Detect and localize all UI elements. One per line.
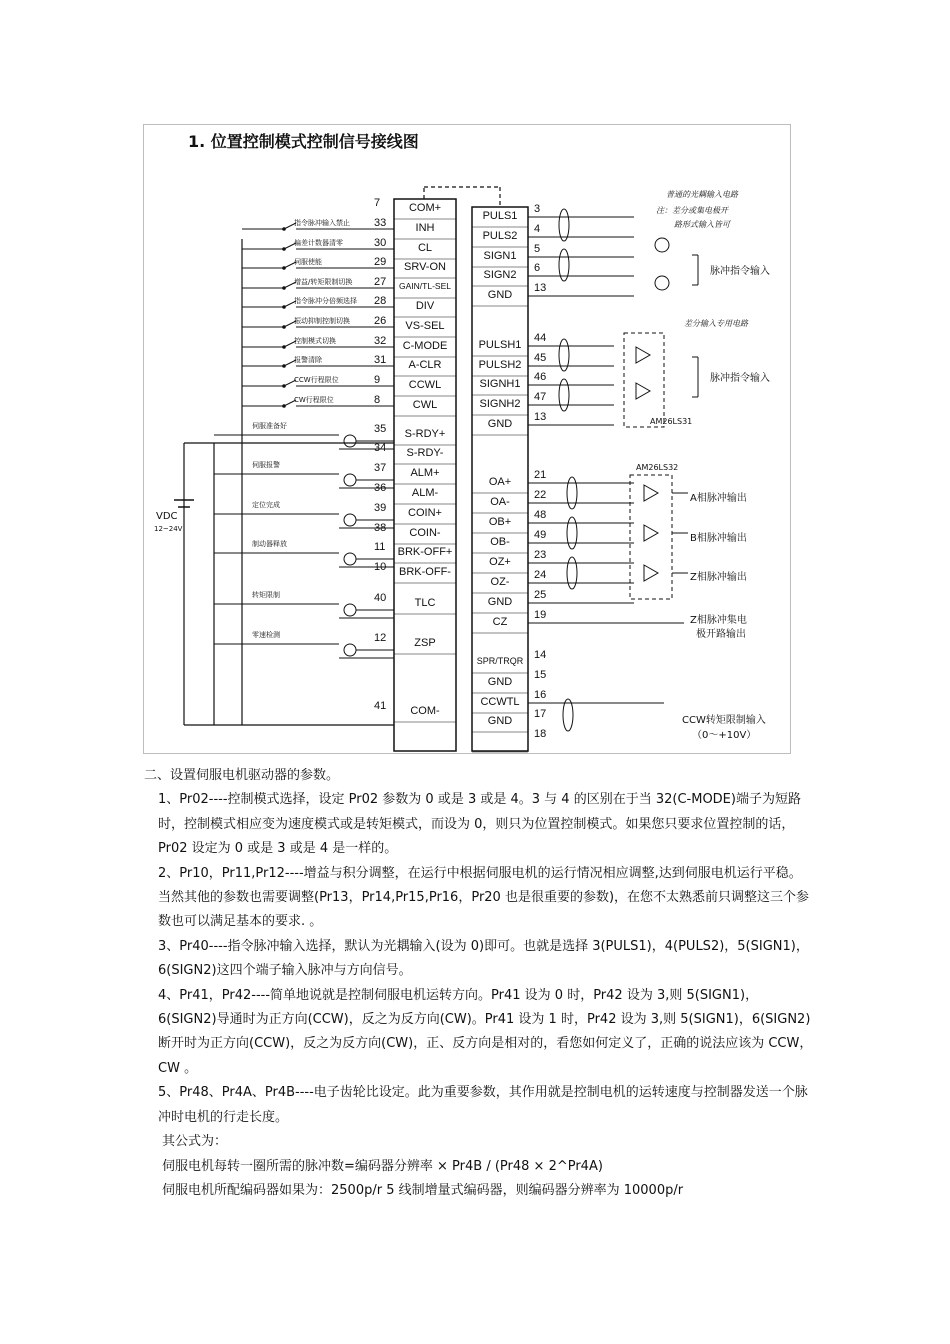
left-pin-number: 30 (374, 237, 387, 249)
note-line3: 路形式输入皆可 (674, 220, 730, 229)
left-pin-label: SRV-ON (404, 261, 446, 273)
left-pin-number: 7 (374, 197, 381, 209)
right-pin-label: SIGN2 (483, 269, 517, 281)
wire-segment (636, 383, 650, 399)
left-pin-label: ALM+ (410, 467, 440, 479)
left-pin-label: S-RDY- (406, 447, 444, 459)
right-pin-label: OZ- (490, 576, 510, 588)
note-optocoupler: 普通的光耦输入电路 (666, 190, 738, 199)
ccw-torque-input: CCW转矩限制输入 (682, 715, 766, 726)
left-pin-number: 39 (374, 502, 387, 514)
right-pin-number: 45 (534, 352, 547, 364)
right-pin-number: 15 (534, 669, 547, 681)
left-pin-label: VS-SEL (405, 320, 445, 332)
formula-label: 其公式为： (162, 1134, 228, 1150)
left-pin-desc: 伺服准备好 (252, 422, 287, 430)
wire-segment (559, 209, 569, 241)
left-pin-label: TLC (414, 597, 436, 609)
left-pin-label: COM+ (408, 202, 442, 214)
wire-segment (567, 557, 577, 589)
right-pin-number: 24 (534, 569, 547, 581)
wire-segment (344, 553, 356, 565)
paragraph-pr48: 5、Pr48、Pr4A、Pr4B----电子齿轮比设定。此为重要参数，其作用就是控制电机的运转速度与控制器发送一个脉冲时电机的行走长度。 (158, 1085, 808, 1125)
left-pin-number: 40 (374, 592, 387, 604)
right-pin-number: 47 (534, 391, 547, 403)
a-phase-output: A相脉冲输出 (690, 493, 747, 504)
left-pin-desc: 制动器释放 (252, 540, 287, 548)
right-pin-label: CCWTL (480, 696, 520, 708)
parameter-text (144, 764, 814, 1203)
right-pin-label: SIGNH1 (479, 378, 521, 390)
right-pin-label: PULS1 (482, 210, 518, 222)
wiring-diagram (143, 124, 791, 754)
wire-segment (282, 364, 286, 368)
wire-segment (567, 517, 577, 549)
wire-segment (282, 384, 286, 388)
wire-segment (567, 477, 577, 509)
left-pin-label: BRK-OFF- (399, 566, 451, 578)
right-pin-label: GND (487, 289, 513, 301)
left-pin-desc: 控制模式切换 (294, 337, 336, 345)
right-pin-number: 4 (534, 223, 541, 235)
left-pin-number: 12 (374, 632, 387, 644)
right-pin-number: 25 (534, 589, 547, 601)
chip-am26ls32: AM26LS32 (636, 463, 679, 472)
right-pin-label: SIGNH2 (479, 398, 521, 410)
wire-segment (559, 379, 569, 411)
left-pin-number: 9 (374, 374, 381, 386)
left-pin-desc: 报警清除 (294, 356, 322, 364)
z-oc-output-1: Z相脉冲集电 (690, 615, 747, 626)
right-pin-label: PULSH2 (478, 359, 522, 371)
left-pin-desc: 增益/转矩限制切换 (294, 278, 353, 286)
left-pin-label: CCWL (408, 379, 442, 391)
right-pin-label: GND (487, 418, 513, 430)
formula: 伺服电机每转一圈所需的脉冲数=编码器分辨率 × Pr4B / (Pr48 × 2^Pr4A) (162, 1158, 603, 1174)
left-pin-desc: 振动抑制控制切换 (294, 317, 350, 325)
wire-segment (644, 525, 658, 541)
diff-circuit-title: 差分输入专用电路 (684, 319, 748, 328)
right-pin-number: 14 (534, 649, 547, 661)
left-pin-desc: 零速检测 (252, 631, 280, 639)
wire-segment (344, 604, 356, 616)
chip-am26ls31: AM26LS31 (650, 417, 693, 426)
wire-segment (655, 238, 669, 252)
wire-segment (282, 286, 286, 290)
paragraph-pr02: 1、Pr02----控制模式选择，设定 Pr02 参数为 0 或是 3 或是 4。3 与 4 的区别在于当 32(C-MODE)端子为短路时，控制模式相应变为速度模式或是转矩模式，而设为 0，则只为位置控制模式。如果您只要求位置控制的话，Pr02 设定为 0 或是 3 或是 4 是一样的。 (158, 792, 801, 857)
right-pin-label: SPR/TRQR (476, 656, 524, 666)
left-pin-label: ALM- (411, 487, 439, 499)
wire-segment (644, 565, 658, 581)
pulse-cmd-input-2: 脉冲指令输入 (710, 373, 770, 384)
left-pin-desc: 转矩限制 (252, 591, 280, 599)
wire-segment (644, 485, 658, 501)
wire-segment (563, 699, 573, 731)
wire-segment (282, 345, 286, 349)
left-pin-desc: 伺服使能 (294, 258, 322, 266)
right-pin-number: 6 (534, 262, 541, 274)
diagram-title: 1. 位置控制模式控制信号接线图 (188, 132, 419, 151)
b-phase-output: B相脉冲输出 (690, 533, 747, 544)
left-pin-label: INH (415, 222, 435, 234)
left-pin-label: C-MODE (402, 340, 448, 352)
left-pin-label: CWL (412, 399, 438, 411)
left-pin-label: S-RDY+ (404, 428, 446, 440)
right-pin-label: GND (487, 715, 513, 727)
left-pin-desc: 偏差计数器清零 (294, 239, 343, 247)
pulse-cmd-input-1: 脉冲指令输入 (710, 266, 770, 277)
z-oc-output-2: 极开路输出 (696, 629, 746, 640)
left-pin-number: 37 (374, 462, 387, 474)
right-pin-number: 44 (534, 332, 547, 344)
left-pin-number: 41 (374, 700, 387, 712)
right-pin-label: OB+ (488, 516, 512, 528)
left-pin-desc: CW行程限位 (294, 396, 334, 404)
left-pin-label: COIN+ (408, 507, 442, 519)
vdc-label: VDC (156, 511, 178, 522)
right-pin-label: GND (487, 596, 513, 608)
left-pin-label: COIN- (409, 527, 441, 539)
left-pin-number: 8 (374, 394, 381, 406)
right-pin-number: 49 (534, 529, 547, 541)
left-pin-number: 36 (374, 482, 387, 494)
right-pin-number: 46 (534, 371, 547, 383)
right-pin-number: 13 (534, 282, 547, 294)
left-pin-desc: 定位完成 (252, 501, 280, 509)
left-pin-desc: 指令脉冲输入禁止 (294, 219, 350, 227)
paragraph-pr10: 2、Pr10，Pr11,Pr12----增益与积分调整，在运行中根据伺服电机的运行情况相应调整,达到伺服电机运行平稳。当然其他的参数也需要调整(Pr13，Pr14,Pr15,Pr16，Pr20 也是很重要的参数)，在您不太熟悉前只调整这三个参数也可以满足基本的要求. 。 (158, 865, 810, 930)
left-pin-number: 33 (374, 217, 387, 229)
left-pin-number: 27 (374, 276, 387, 288)
left-pin-number: 28 (374, 295, 387, 307)
left-pin-desc: 伺服报警 (252, 461, 280, 469)
right-pin-label: PULS2 (482, 230, 518, 242)
left-pin-number: 32 (374, 335, 387, 347)
left-pin-desc: CCW行程限位 (294, 376, 339, 384)
wire-segment (624, 333, 664, 427)
left-pin-number: 38 (374, 522, 387, 534)
wire-segment (344, 514, 356, 526)
left-pin-label: A-CLR (408, 359, 442, 371)
left-pin-number: 26 (374, 315, 387, 327)
wire-segment (282, 404, 286, 408)
left-pin-number: 29 (374, 256, 387, 268)
right-pin-label: OA+ (488, 476, 512, 488)
left-pin-label: GAIN/TL-SEL (399, 281, 451, 291)
right-pin-number: 22 (534, 489, 547, 501)
left-pin-label: CL (417, 242, 433, 254)
right-pin-number: 48 (534, 509, 547, 521)
right-pin-number: 5 (534, 243, 541, 255)
wire-segment (655, 276, 669, 290)
paragraph-pr40: 3、Pr40----指令脉冲输入选择，默认为光耦输入(设为 0)即可。也就是选择 3(PULS1)，4(PULS2)，5(SIGN1)，6(SIGN2)这四个端子输入脉冲与方向信号。 (158, 938, 809, 979)
wire-segment (344, 435, 356, 447)
right-pin-label: CZ (492, 616, 508, 628)
section-heading: 二、设置伺服电机驱动器的参数。 (144, 768, 340, 783)
right-pin-label: OZ+ (489, 556, 511, 568)
left-pin-desc: 指令脉冲分倍频选择 (294, 297, 357, 305)
left-pin-number: 31 (374, 354, 387, 366)
right-pin-number: 13 (534, 411, 547, 423)
vdc-range: 12~24V (154, 525, 183, 533)
right-pin-number: 3 (534, 203, 541, 215)
wire-segment (344, 644, 356, 656)
left-pin-number: 10 (374, 561, 387, 573)
right-pin-label: OB- (490, 536, 510, 548)
right-pin-label: SIGN1 (483, 250, 517, 262)
right-pin-number: 19 (534, 609, 547, 621)
right-pin-number: 21 (534, 469, 547, 481)
left-pin-label: COM- (410, 705, 440, 717)
ccw-torque-range: （0～+10V） (692, 730, 757, 741)
paragraph-pr41: 4、Pr41，Pr42----简单地说就是控制伺服电机运转方向。Pr41 设为 0 时，Pr42 设为 3,则 5(SIGN1)，6(SIGN2)导通时为正方向(CCW)，反之为反方向(CW)。Pr41 设为 1 时，Pr42 设为 3,则 5(SIGN1)，6(SIGN2)断开时为正方向(CCW)，反之为反方向(CW)，正、反方向是相对的，看您如何定义了，正确的说法应该为 CCW，CW 。 (158, 987, 813, 1076)
wire-segment (636, 347, 650, 363)
left-pin-number: 34 (374, 442, 387, 454)
left-pin-number: 35 (374, 423, 387, 435)
left-pin-number: 11 (374, 541, 386, 553)
right-pin-label: GND (487, 676, 513, 688)
left-pin-label: ZSP (414, 637, 436, 649)
right-pin-number: 18 (534, 728, 547, 740)
right-pin-label: OA- (490, 496, 510, 508)
encoder-note: 伺服电机所配编码器如果为：2500p/r 5 线制增量式编码器，则编码器分辨率为 10000p/r (162, 1182, 684, 1198)
wire-segment (282, 325, 286, 329)
left-pin-label: DIV (415, 300, 435, 312)
wire-segment (282, 227, 286, 231)
right-pin-number: 16 (534, 689, 547, 701)
z-phase-output: Z相脉冲输出 (690, 572, 747, 583)
wire-segment (282, 247, 286, 251)
right-pin-label: PULSH1 (478, 339, 522, 351)
note-line2: 注：差分或集电极开 (656, 206, 728, 215)
right-pin-number: 17 (534, 708, 547, 720)
wire-segment (282, 305, 286, 309)
left-pin-label: BRK-OFF+ (397, 546, 453, 558)
wire-segment (282, 266, 286, 270)
right-pin-number: 23 (534, 549, 547, 561)
wire-segment (344, 474, 356, 486)
